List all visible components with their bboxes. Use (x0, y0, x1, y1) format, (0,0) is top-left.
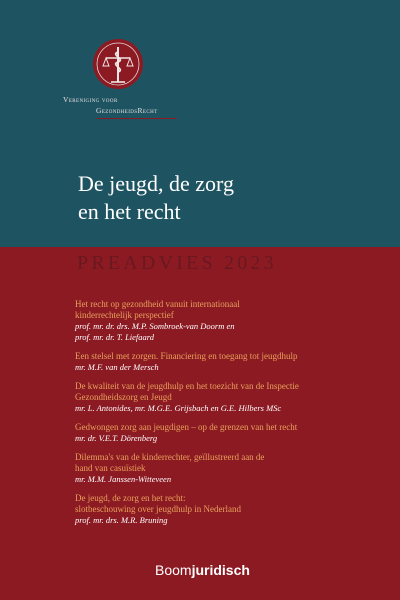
table-of-contents (75, 299, 375, 534)
contents-entry (75, 493, 375, 526)
organization-line-1: Vereniging voor (63, 95, 118, 104)
entry-title-line: De jeugd, de zorg en het recht: (75, 493, 186, 503)
title-line-2: en het recht (78, 199, 181, 224)
entry-author-line: mr. L. Antonides, mr. M.G.E. Grijsbach en G.E. Hilbers MSc (75, 403, 282, 413)
contents-entry (75, 351, 375, 373)
contents-entry (75, 422, 375, 444)
entry-title-line: hand van casuïstiek (75, 463, 146, 473)
publisher-logo (155, 562, 250, 578)
entry-author-line: mr. M.M. Janssen-Witteveen (75, 474, 172, 484)
entry-title-line: Gedwongen zorg aan jeugdigen – op de grenzen van het recht (75, 422, 298, 432)
entry-title-line: Het recht op gezondheid vanuit internationaal (75, 299, 240, 309)
entry-author-line: prof. mr. drs. M.R. Bruning (75, 515, 168, 525)
association-logo-icon (92, 38, 144, 90)
entry-author-line: prof. mr. dr. T. Liefaard (75, 332, 155, 342)
entry-title-line: Dilemma's van de kinderrechter, geïllustreerd aan de (75, 452, 265, 462)
organization-name (63, 94, 158, 116)
entry-author-line: prof. mr. dr. drs. M.P. Sombroek-van Doorm en (75, 321, 235, 331)
title-line-1: De jeugd, de zorg (78, 171, 234, 196)
organization-rule (97, 118, 177, 119)
entry-title-line: Gezondheidszorg en Jeugd (75, 392, 172, 402)
series-label: PREADVIES 2023 (77, 252, 277, 274)
contents-entry (75, 299, 375, 343)
entry-title-line: De kwaliteit van de jeugdhulp en het toezicht van de Inspectie (75, 381, 299, 391)
publisher-name-part-2: juridisch (191, 562, 250, 578)
organization-line-2: GezondheidsRecht (96, 106, 158, 115)
publisher-name-part-1: Boom (155, 562, 192, 578)
entry-author-line: mr. dr. V.E.T. Dörenberg (75, 433, 158, 443)
entry-title-line: Een stelsel met zorgen. Financiering en toegang tot jeugdhulp (75, 351, 298, 361)
contents-entry (75, 452, 375, 485)
entry-title-line: kinderrechtelijk perspectief (75, 310, 174, 320)
entry-author-line: mr. M.F. van der Mersch (75, 362, 159, 372)
contents-entry (75, 381, 375, 414)
book-title (78, 170, 378, 226)
entry-title-line: slotbeschouwing over jeugdhulp in Nederland (75, 504, 241, 514)
